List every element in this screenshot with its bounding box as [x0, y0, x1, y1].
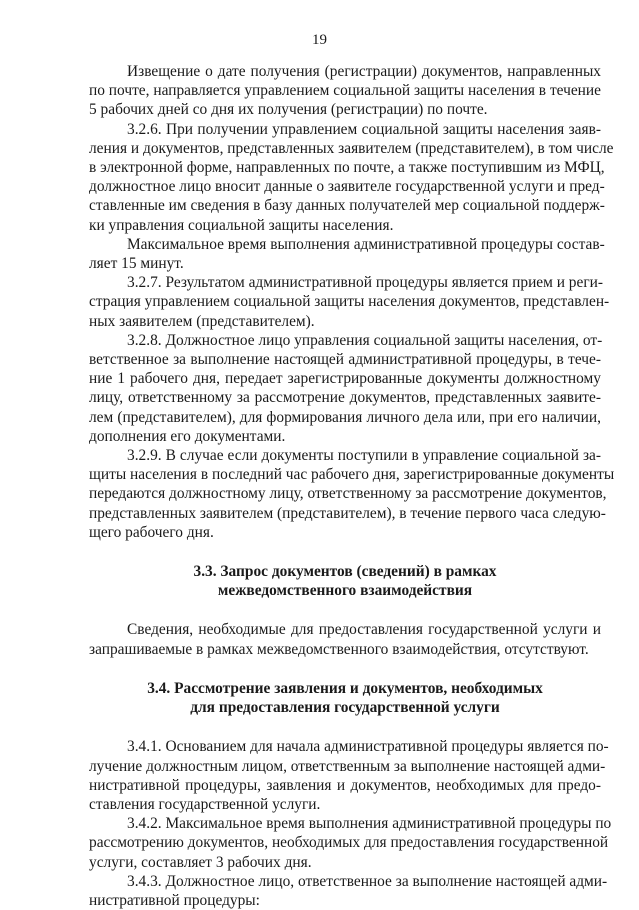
text-line: 3.2.9. В случае если документы поступили в управление социальной за-	[127, 447, 601, 465]
text-line: 3.4.3. Должностное лицо, ответственное за выполнение настоящей адми-	[127, 872, 608, 890]
text-line: услуги, составляет 3 рабочих дня.	[89, 853, 312, 871]
text-line: Извещение о дате получения (регистрации) документов, направленных	[127, 63, 601, 80]
text-line: Максимальное время выполнения административной процедуры состав-	[127, 235, 605, 253]
text-line: нистративной процедуры:	[89, 891, 260, 909]
text-line: представленных заявителем (представителем), в течение первого часа следую-	[89, 504, 606, 522]
heading-line: 3.4. Рассмотрение заявления и документов, необходимых	[147, 679, 543, 697]
text-line: нистративной процедуры, заявления и документов, необходимых для предо-	[89, 776, 601, 794]
paragraph-3-2-9	[89, 446, 615, 542]
text-line: ляет 15 минут.	[89, 255, 184, 273]
paragraph-3-4-1	[89, 737, 609, 814]
text-line: ки управления социальной защиты населения.	[89, 216, 394, 234]
text-line: ние 1 рабочего дня, передает зарегистрированные документы должностному	[89, 370, 601, 388]
text-line: по почте, направляется управлением социальной защиты населения в течение	[89, 82, 601, 100]
text-line: рассмотрению документов, необходимых для предоставления государственной	[89, 834, 609, 852]
text-line: щиты населения в последний час рабочего дня, зарегистрированные документы	[89, 466, 615, 484]
text-line: ления и документов, представленных заявителем (представителем), в том числе	[89, 139, 614, 157]
text-line: лучение должностным лицом, ответственным за выполнение настоящей адми-	[89, 757, 606, 775]
paragraph-max-time-15	[89, 235, 605, 273]
text-line: 3.4.1. Основанием для начала административной процедуры является по-	[127, 738, 609, 756]
paragraph-3-2-6	[89, 120, 614, 235]
heading-line: 3.3. Запрос документов (сведений) в рамках	[193, 563, 497, 581]
text-line: ставленные им сведения в базу данных получателей мер социальной поддерж-	[89, 197, 605, 215]
paragraph-3-2-8	[89, 331, 601, 446]
section-heading-3-3	[89, 562, 601, 600]
section-heading-3-4	[89, 679, 601, 717]
text-line: Сведения, необходимые для предоставления государственной услуги и	[127, 621, 601, 639]
paragraph-3-2-7	[89, 273, 610, 331]
text-line: 5 рабочих дней со дня их получения (регистрации) по почте.	[89, 101, 488, 119]
paragraph-3-4-2	[89, 814, 612, 872]
heading-line: межведомственного взаимодействия	[217, 582, 473, 600]
text-line: страция управлением социальной защиты населения документов, представлен-	[89, 293, 610, 311]
paragraph-3-4-3	[89, 872, 608, 910]
text-line: ветственное за выполнение настоящей административной процедуры, в тече-	[89, 351, 601, 369]
document-body	[89, 62, 615, 910]
text-line: лицу, ответственному за рассмотрение документов, представленных заявите-	[89, 389, 601, 407]
text-line: 3.4.2. Максимальное время выполнения административной процедуры по	[127, 815, 612, 833]
text-line: передаются должностному лицу, ответственному за рассмотрение документов,	[89, 485, 607, 503]
text-line: запрашиваемые в рамках межведомственного взаимодействия, отсутствуют.	[89, 640, 589, 658]
text-line: должностное лицо вносит данные о заявителе государственной услуги и пред-	[89, 178, 605, 196]
text-line: лем (представителем), для формирования личного дела или, при его наличии,	[89, 408, 601, 426]
text-line: 3.2.7. Результатом административной процедуры является прием и реги-	[127, 274, 604, 292]
heading-line: для предоставления государственной услуги	[190, 699, 500, 717]
paragraph-notice	[89, 62, 601, 120]
text-line: 3.2.8. Должностное лицо управления социальной защиты населения, от-	[127, 331, 603, 349]
text-line: дополнения его документами.	[89, 427, 286, 445]
text-line: в электронной форме, направленных по почте, а также поступившим из МФЦ,	[89, 159, 605, 177]
paragraph-3-3-info	[89, 620, 601, 658]
text-line: 3.2.6. При получении управлением социальной защиты населения заяв-	[127, 120, 601, 138]
text-line: щего рабочего дня.	[89, 523, 214, 541]
text-line: ставления государственной услуги.	[89, 795, 321, 813]
page-number: 19	[312, 32, 327, 48]
text-line: ных заявителем (представителем).	[89, 312, 315, 330]
